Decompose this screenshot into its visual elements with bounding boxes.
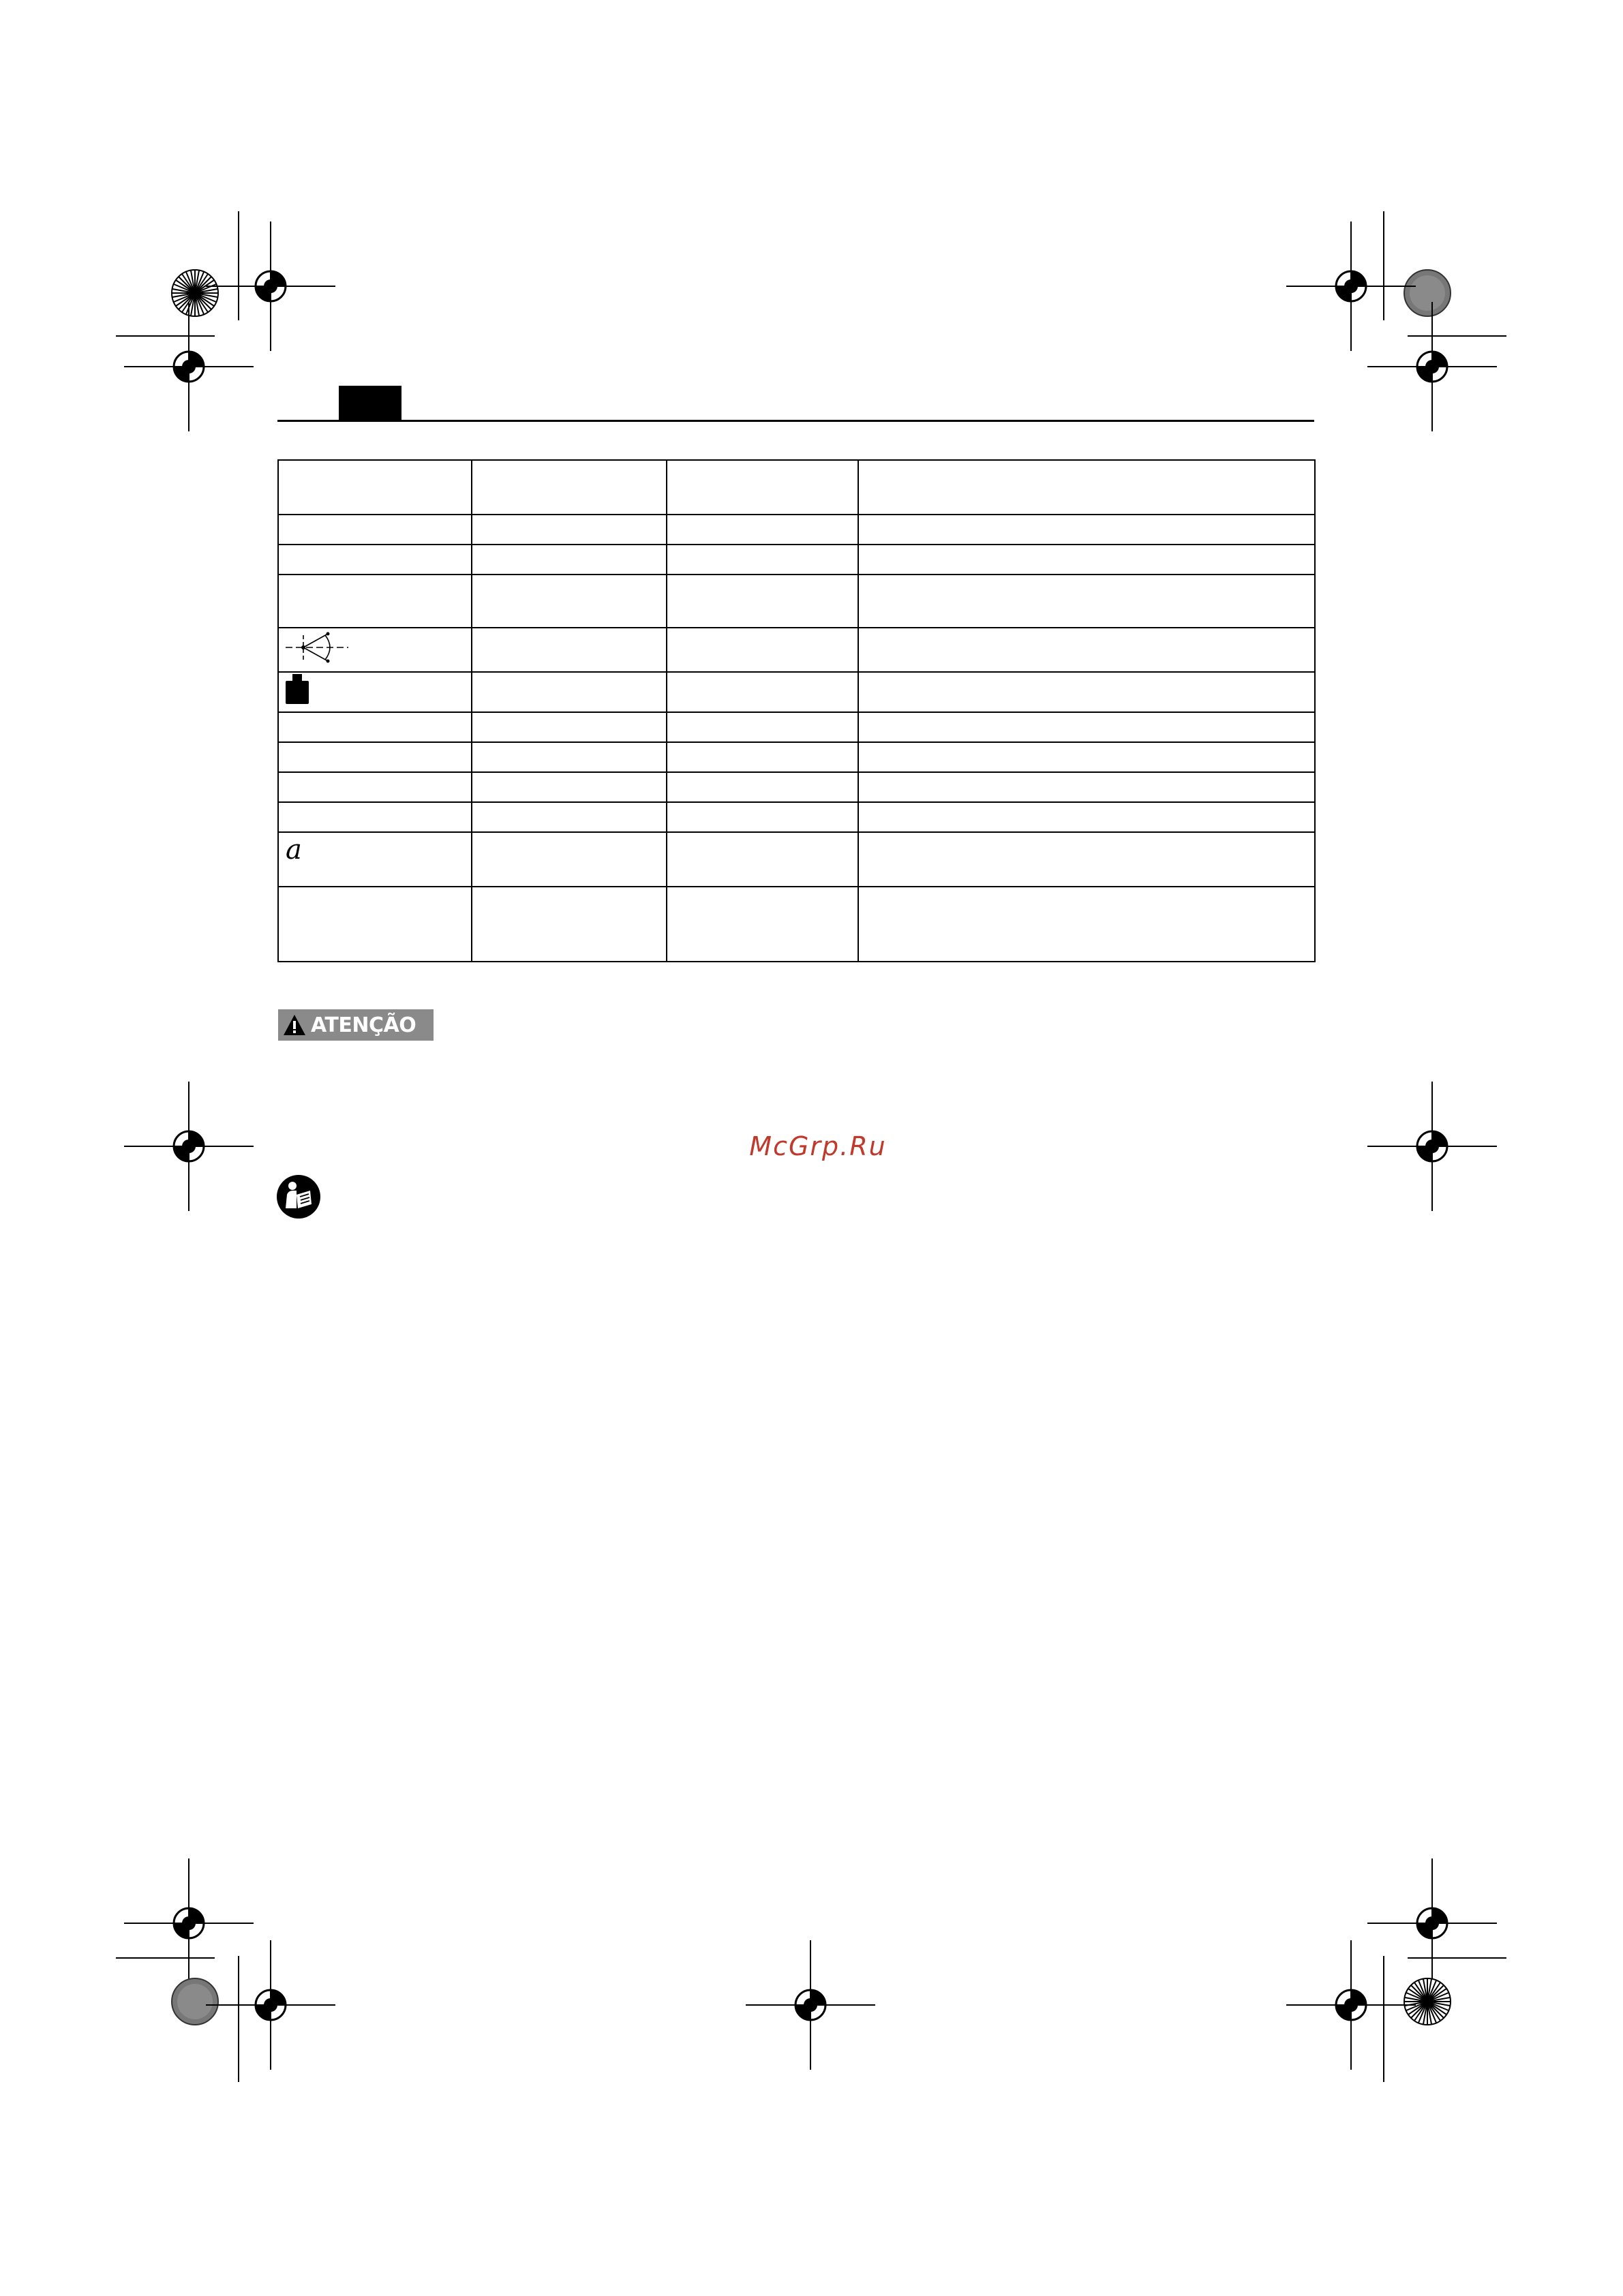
table-cell xyxy=(278,742,472,772)
table-cell xyxy=(667,672,858,712)
warning-label: ATENÇÃO xyxy=(311,1013,416,1037)
table-cell xyxy=(667,628,858,672)
table-row xyxy=(278,460,1315,515)
table-cell xyxy=(472,802,667,832)
watermark-text: McGrp.Ru xyxy=(749,1131,887,1161)
table-cell xyxy=(858,575,1315,628)
warning-badge xyxy=(278,1009,434,1041)
table-cell xyxy=(278,772,472,802)
table-cell xyxy=(278,672,472,712)
table-cell xyxy=(278,545,472,575)
table-cell xyxy=(472,515,667,545)
table-cell xyxy=(858,712,1315,742)
table-cell xyxy=(278,832,472,887)
table-cell xyxy=(667,545,858,575)
table-cell xyxy=(667,460,858,515)
table-cell xyxy=(472,545,667,575)
table-row xyxy=(278,887,1315,962)
table-cell xyxy=(667,887,858,962)
table-cell xyxy=(667,742,858,772)
table-cell xyxy=(667,575,858,628)
table-row xyxy=(278,575,1315,628)
table-cell xyxy=(278,887,472,962)
table-cell xyxy=(858,672,1315,712)
table-cell xyxy=(472,742,667,772)
table-cell xyxy=(858,802,1315,832)
technical-data-table xyxy=(277,459,1316,962)
table-row xyxy=(278,772,1315,802)
table-row xyxy=(278,545,1315,575)
table-cell xyxy=(472,712,667,742)
table-cell xyxy=(278,515,472,545)
table-cell xyxy=(472,628,667,672)
table-cell xyxy=(858,515,1315,545)
header-rule xyxy=(277,420,1314,422)
warning-triangle-icon xyxy=(282,1013,307,1037)
language-tab xyxy=(339,386,401,421)
table-cell xyxy=(858,887,1315,962)
table-row xyxy=(278,672,1315,712)
table-cell xyxy=(667,832,858,887)
table-row xyxy=(278,802,1315,832)
table-cell xyxy=(472,460,667,515)
table-cell xyxy=(858,832,1315,887)
table-cell xyxy=(667,515,858,545)
table-row xyxy=(278,742,1315,772)
table-cell xyxy=(858,628,1315,672)
table-row xyxy=(278,628,1315,672)
table-row xyxy=(278,712,1315,742)
table-cell xyxy=(667,772,858,802)
table-cell xyxy=(472,672,667,712)
table-cell xyxy=(278,802,472,832)
table-cell xyxy=(472,575,667,628)
table-row xyxy=(278,515,1315,545)
table-cell xyxy=(278,575,472,628)
table-cell xyxy=(472,772,667,802)
table-cell xyxy=(472,832,667,887)
read-manual-icon xyxy=(276,1174,321,1219)
table-cell xyxy=(858,772,1315,802)
table-cell xyxy=(278,628,472,672)
table-cell xyxy=(858,742,1315,772)
table-cell xyxy=(667,802,858,832)
table-cell xyxy=(858,460,1315,515)
table-cell xyxy=(858,545,1315,575)
table-cell xyxy=(278,460,472,515)
table-cell xyxy=(667,712,858,742)
table-cell xyxy=(278,712,472,742)
angle-symbol-icon xyxy=(283,628,351,667)
table-row xyxy=(278,832,1315,887)
vibration-symbol: a xyxy=(286,834,302,866)
weight-symbol-icon xyxy=(284,673,312,707)
table-cell xyxy=(472,887,667,962)
